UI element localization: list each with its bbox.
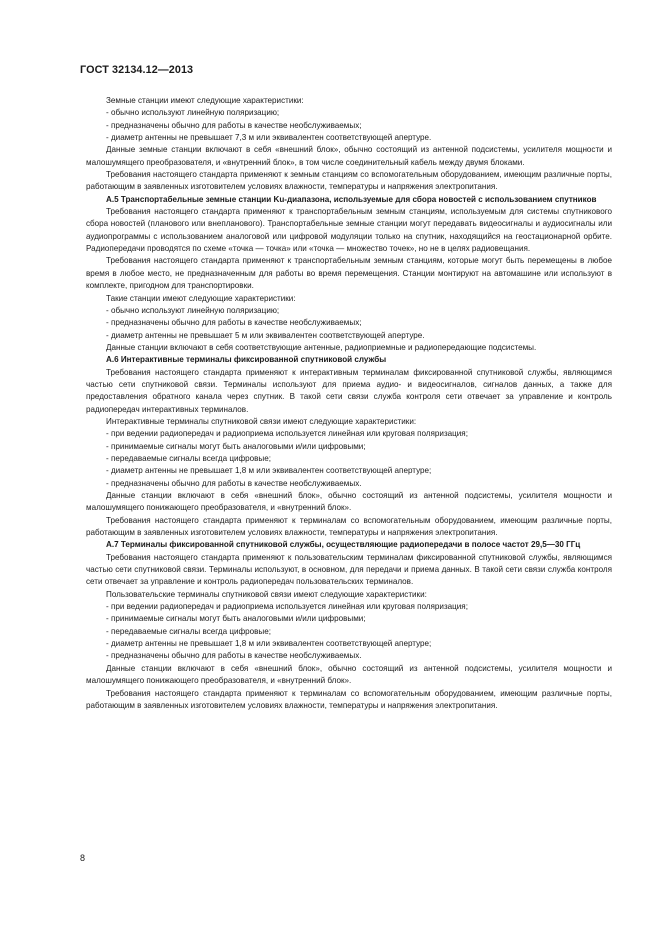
paragraph: Требования настоящего стандарта применяют к терминалам со вспомогательным оборудованием, имеющим различные порты, работающим в заявленных изготовителем условиях влажности, температуры и напряжения электропитания. [86, 515, 612, 538]
page-number: 8 [80, 853, 86, 863]
list-item: - принимаемые сигналы могут быть аналоговыми и/или цифровыми; [106, 441, 366, 451]
paragraph: Земные станции имеют следующие характеристики: [106, 96, 304, 105]
paragraph: Данные станции включают в себя «внешний блок», обычно состоящий из антенной подсистемы, усилителя мощности и малошумящего понижающего преобразователя, и «внутренний блок». [86, 663, 612, 686]
paragraph: Данные земные станции включают в себя «внешний блок», обычно состоящий из антенной подсистемы, усилителя мощности и малошумящего преобразователя, и «внутренний блок», в том числе соединительный кабель между двумя блоками. [86, 145, 612, 167]
list-item: - передаваемые сигналы всегда цифровые; [106, 626, 272, 636]
list-item: - при ведении радиопередач и радиоприема используется линейная или круговая поляризация; [106, 429, 468, 439]
section-heading: А.7 Терминалы фиксированной спутниковой службы, осуществляющие радиопередачи в полосе частот 29,5—30 ГГц [106, 540, 581, 550]
paragraph: Пользовательские терминалы спутниковой связи имеют следующие характеристики: [106, 589, 427, 599]
list-item: - предназначены обычно для работы в качестве необслуживаемых; [106, 318, 362, 328]
list-item: - предназначены обычно для работы в качестве необслуживаемых. [106, 651, 362, 661]
paragraph: Данные станции включают в себя соответствующие антенные, радиоприемные и радиопередающие подсистемы. [106, 342, 537, 352]
list-item: - передаваемые сигналы всегда цифровые; [106, 453, 272, 463]
paragraph: Требования настоящего стандарта применяют к транспортабельным земным станциям, которые могут быть перемещены в любое время в любое место, не предназначенным для работы во время перемещения. Станции монтируют на автомашине или используют в комплекте, пригодном для транспортировки. [86, 256, 612, 291]
list-item: - предназначены обычно для работы в качестве необслуживаемых; [106, 120, 362, 130]
paragraph: Интерактивные терминалы спутниковой связи имеют следующие характеристики: [106, 416, 417, 426]
list-item: - диаметр антенны не превышает 1,8 м или эквивалентен соответствующей апертуре; [106, 639, 432, 649]
paragraph: Требования настоящего стандарта применяют к интерактивным терминалам фиксированной спутниковой службы, являющимся частью сети спутниковой связи. Терминалы используют для приема аудио- и видеосигналов, сигналов данных, а также для предоставления обратного канала через спутник. В такой сети связи служба контроля сети отвечает за управление и контроль радиопередач интерактивных терминалов. [86, 367, 612, 414]
list-item: - обычно используют линейную поляризацию; [106, 108, 280, 118]
section-heading: А.5 Транспортабельные земные станции Ku-диапазона, используемые для сбора новостей с использованием спутников [106, 194, 597, 204]
document-header: ГОСТ 32134.12—2013 [80, 64, 194, 76]
paragraph: Такие станции имеют следующие характеристики: [106, 293, 296, 303]
list-item: - диаметр антенны не превышает 7,3 м или эквивалентен соответствующей апертуре. [106, 133, 432, 143]
paragraph: Данные станции включают в себя «внешний блок», обычно состоящий из антенной подсистемы, усилителя мощности и малошумящего понижающего преобразователя, и «внутренний блок». [86, 491, 612, 513]
list-item: - диаметр антенны не превышает 1,8 м или эквивалентен соответствующей апертуре; [106, 466, 432, 476]
list-item: - при ведении радиопередач и радиоприема используется линейная или круговая поляризация; [106, 602, 468, 612]
paragraph: Требования настоящего стандарта применяют к земным станциям со вспомогательным оборудованием, имеющим различные порты, работающим в заявленных изготовителем условиях влажности, температуры и напряжения электропитания. [86, 170, 612, 192]
list-item: - предназначены обычно для работы в качестве необслуживаемых. [106, 478, 362, 488]
list-item: - принимаемые сигналы могут быть аналоговыми и/или цифровыми; [106, 614, 366, 624]
paragraph: Требования настоящего стандарта применяют к транспортабельным земным станциям, используемым для системы спутникового сбора новостей (планового или внепланового). Транспортабельные земные станции могут передавать видеосигналы и аудиосигналы или аудиопрограммы с использованием аналоговой или цифровой модуляции только на спутник, находящийся на геостационарной орбите. Радиопередачи проводятся по схеме «точка — точка» или «точка — множество точек», но не в целях радиовещания. [86, 207, 612, 254]
list-item: - диаметр антенны не превышает 5 м или эквивалентен соответствующей апертуре. [106, 330, 425, 340]
paragraph: Требования настоящего стандарта применяют к пользовательским терминалам фиксированной спутниковой службы, являющимся частью сети спутниковой связи. Терминалы используют, в основном, для передачи и приема данных. В такой сети связи служба контроля сети отвечает за управление и контроль радиопередач пользовательских терминалов. [86, 552, 612, 587]
paragraph: Требования настоящего стандарта применяют к терминалам со вспомогательным оборудованием, имеющим различные порты, работающим в заявленных изготовителем условиях влажности, температуры и напряжения электропитания. [86, 688, 612, 710]
section-heading: А.6 Интерактивные терминалы фиксированной спутниковой службы [106, 355, 387, 365]
list-item: - обычно используют линейную поляризацию; [106, 305, 280, 315]
document-body [86, 95, 612, 712]
